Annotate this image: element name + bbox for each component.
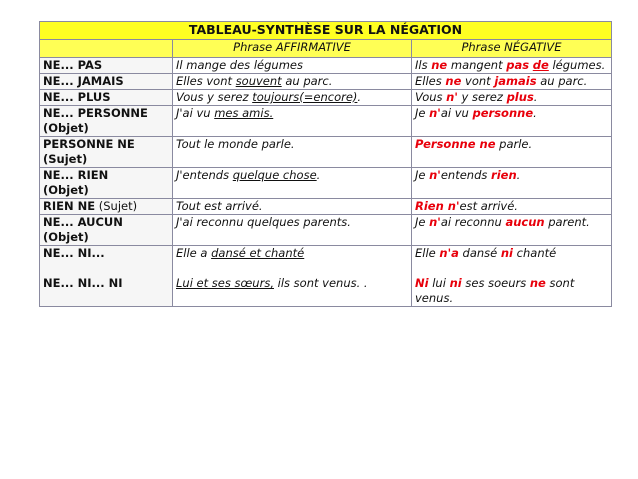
negative-run: y serez: [457, 90, 507, 104]
negative-run: parle.: [495, 137, 533, 151]
affirmative-run: Elle a: [176, 246, 212, 260]
affirmative-run: Il mange des légumes: [176, 58, 303, 72]
table-row: [40, 106, 612, 137]
negation-term-role: (Sujet): [95, 199, 138, 213]
negative-run: n': [429, 168, 441, 182]
negative-run: n': [446, 90, 458, 104]
negative-run: légumes.: [548, 58, 606, 72]
negative-sentence: [412, 74, 612, 90]
affirmative-sentence: [173, 168, 412, 199]
negative-run: ne: [445, 74, 462, 88]
header-affirmative: Phrase AFFIRMATIVE: [173, 40, 412, 58]
negation-term-label: NE... PLUS: [43, 90, 111, 104]
negative-run: .: [516, 168, 521, 182]
negation-term-label: NE... AUCUN: [43, 215, 123, 229]
negative-run: ni: [500, 246, 514, 260]
affirmative-sentence: [173, 106, 412, 137]
negative-run: .: [533, 106, 537, 120]
table-row: [40, 74, 612, 90]
negative-sentence: [412, 168, 612, 199]
negative-run: aucun: [505, 215, 545, 229]
negative-sentence: [412, 215, 612, 246]
negative-run: Elle: [415, 246, 440, 260]
negative-run: est arrivé.: [459, 199, 518, 213]
negative-run: ai vu: [440, 106, 473, 120]
negative-run: au parc.: [536, 74, 588, 88]
affirmative-run: Tout est arrivé.: [176, 199, 263, 213]
negative-run: plus: [506, 90, 534, 104]
affirmative-run: J'ai vu: [176, 106, 215, 120]
negation-term: [40, 90, 173, 106]
negative-run: Je: [415, 106, 430, 120]
negation-term: [40, 74, 173, 90]
affirmative-sentence: [173, 58, 412, 74]
table-row: [40, 215, 612, 246]
negation-term-label: NE... JAMAIS: [43, 74, 124, 88]
negative-run: Elles: [415, 74, 446, 88]
affirmative-run: .: [357, 90, 362, 104]
negative-sentence: [412, 90, 612, 106]
negation-term-label: (Objet): [43, 121, 89, 135]
column-header-row: [40, 40, 612, 58]
affirmative-sentence: [173, 137, 412, 168]
affirmative-sentence: [173, 246, 412, 307]
negation-term-label: PERSONNE NE: [43, 137, 135, 151]
negation-term-label: NE... PAS: [43, 58, 103, 72]
negative-run: jamais: [494, 74, 537, 88]
table-title: TABLEAU-SYNTHÈSE SUR LA NÉGATION: [40, 22, 612, 40]
negation-term-label: (Objet): [43, 183, 89, 197]
negation-summary-table: [39, 21, 612, 307]
header-negative: Phrase NÉGATIVE: [412, 40, 612, 58]
negation-term: [40, 199, 173, 215]
affirmative-run: Tout le monde parle.: [176, 137, 295, 151]
table-row: [40, 246, 612, 307]
table-row: [40, 199, 612, 215]
negation-term-label: RIEN NE: [43, 199, 96, 213]
negative-sentence: [412, 58, 612, 74]
affirmative-run: J'entends: [176, 168, 233, 182]
table-body: [40, 58, 612, 307]
affirmative-run: mes amis.: [214, 106, 274, 120]
negative-run: n': [429, 215, 441, 229]
negative-sentence: [412, 137, 612, 168]
table-row: [40, 58, 612, 74]
negative-run: Je: [415, 215, 430, 229]
negative-run: Je: [415, 168, 430, 182]
affirmative-run: dansé et chanté: [211, 246, 305, 260]
header-blank: [40, 40, 173, 58]
affirmative-run: J'ai reconnu quelques parents.: [176, 215, 351, 229]
negative-run: vont: [461, 74, 495, 88]
negation-term-label: (Sujet): [43, 152, 88, 166]
negation-term: [40, 106, 173, 137]
affirmative-run: Lui et ses sœurs,: [176, 276, 274, 290]
affirmative-run: au parc.: [281, 74, 333, 88]
negative-run: Ni: [415, 276, 429, 290]
negative-run: mangent: [447, 58, 507, 72]
table-title-row: [40, 22, 612, 40]
negative-run: rien: [491, 168, 517, 182]
negative-run: Vous: [415, 90, 447, 104]
negation-table-container: [39, 21, 612, 307]
affirmative-sentence: [173, 199, 412, 215]
negative-run: .: [533, 90, 538, 104]
negative-sentence: [412, 246, 612, 307]
negative-run: Ils: [415, 58, 432, 72]
negative-run: parent.: [544, 215, 590, 229]
affirmative-sentence: [173, 74, 412, 90]
negative-run: ni: [449, 276, 462, 290]
affirmative-run: .: [316, 168, 321, 182]
negative-run: ne: [431, 58, 448, 72]
negative-run: sont venus.: [415, 276, 575, 305]
negation-term-label: NE... PERSONNE: [43, 106, 148, 120]
negative-sentence: [412, 199, 612, 215]
negation-term-label: NE... RIEN: [43, 168, 109, 182]
negation-term-label: NE... NI... NI: [43, 276, 123, 290]
negative-run: pas: [506, 58, 530, 72]
affirmative-run: Elles vont: [176, 74, 236, 88]
affirmative-run: toujours(=encore): [252, 90, 358, 104]
negation-term: [40, 58, 173, 74]
negative-run: ses soeurs: [461, 276, 530, 290]
negative-run: dansé: [458, 246, 501, 260]
negative-run: lui: [428, 276, 450, 290]
negation-term: [40, 168, 173, 199]
negation-term-label: (Objet): [43, 230, 89, 244]
negative-run: ai reconnu: [440, 215, 506, 229]
affirmative-sentence: [173, 90, 412, 106]
negative-run: chanté: [513, 246, 557, 260]
negative-sentence: [412, 106, 612, 137]
affirmative-sentence: [173, 215, 412, 246]
affirmative-run: souvent: [235, 74, 282, 88]
negative-run: ne: [529, 276, 546, 290]
table-row: [40, 168, 612, 199]
table-row: [40, 137, 612, 168]
negative-run: Personne ne: [415, 137, 496, 151]
affirmative-run: ils sont venus. .: [273, 276, 368, 290]
negative-run: personne: [472, 106, 534, 120]
table-row: [40, 90, 612, 106]
negative-run: de: [532, 58, 549, 72]
affirmative-run: Vous y serez: [176, 90, 253, 104]
negative-run: entends: [440, 168, 492, 182]
negative-run: n': [429, 106, 441, 120]
negative-run: n'a: [439, 246, 459, 260]
negation-term: [40, 137, 173, 168]
negative-run: Rien n': [415, 199, 460, 213]
negation-term: [40, 215, 173, 246]
affirmative-run: quelque chose: [232, 168, 317, 182]
negation-term: [40, 246, 173, 307]
negation-term-label: NE... NI...: [43, 246, 105, 260]
